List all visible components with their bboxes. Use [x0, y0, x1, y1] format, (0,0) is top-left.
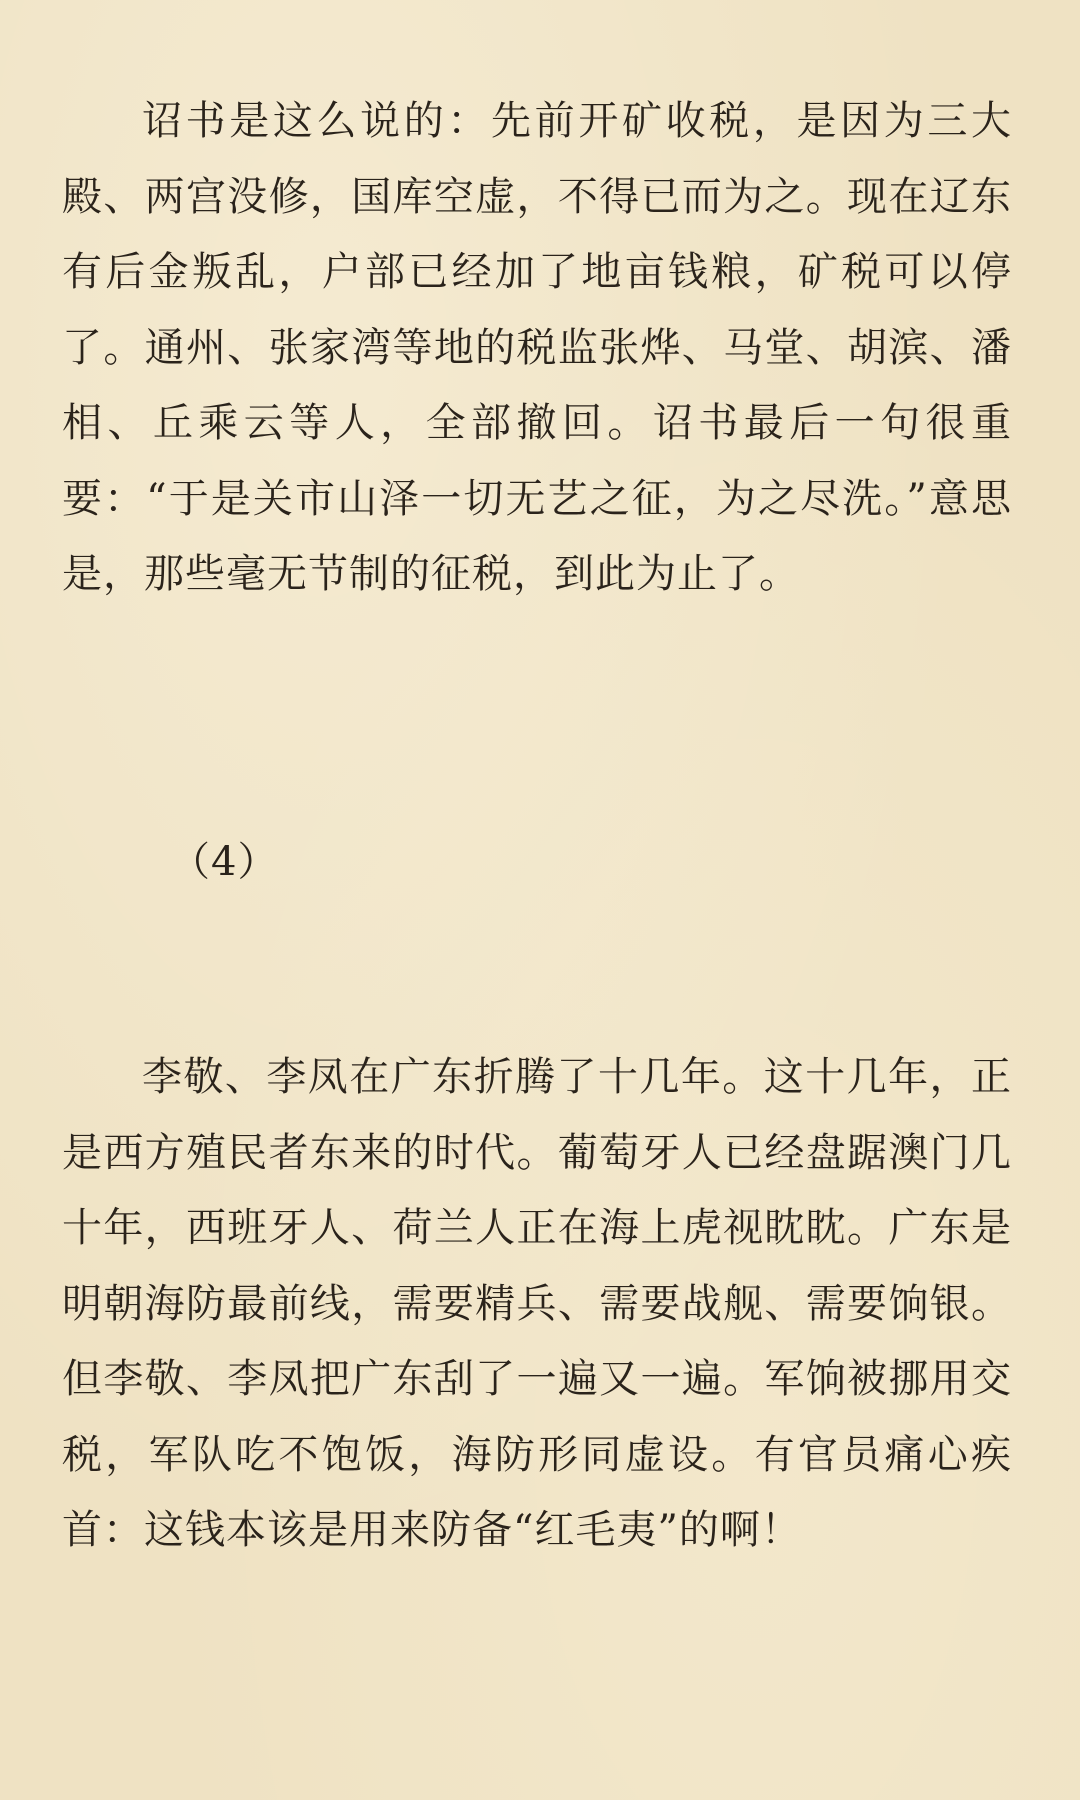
paragraph-edict: 诏书是这么说的：先前开矿收税，是因为三大殿、两宫没修，国库空虚，不得已而为之。现在辽东有后金叛乱，户部已经加了地亩钱粮，矿税可以停了。通州、张家湾等地的税监张烨、马堂、胡滨、潘相、丘乘云等人，全部撤回。诏书最后一句很重要：“于是关市山泽一切无艺之征，为之尽洗。”意思是，那些毫无节制的征税，到此为止了。 [62, 98, 1012, 597]
section-number: （4） [170, 839, 279, 885]
paragraph-guangdong: 李敬、李凤在广东折腾了十几年。这十几年，正是西方殖民者东来的时代。葡萄牙人已经盘踞澳门几十年，西班牙人、荷兰人正在海上虎视眈眈。广东是明朝海防最前线，需要精兵、需要战舰、需要饷银。但李敬、李凤把广东刮了一遍又一遍。军饷被挪用交税，军队吃不饱饭，海防形同虚设。有官员痛心疾首：这钱本该是用来防备“红毛夷”的啊！ [62, 1054, 1012, 1553]
